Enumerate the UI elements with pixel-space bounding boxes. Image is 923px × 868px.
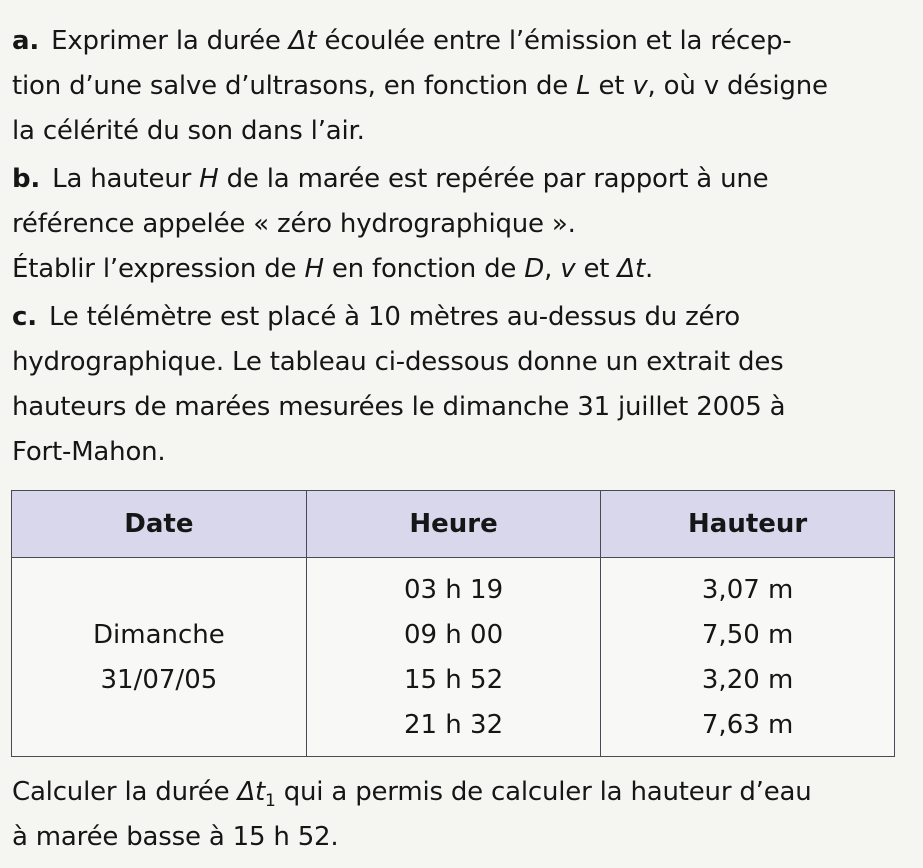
date-cell xyxy=(12,558,307,757)
text-fragment: et xyxy=(590,71,633,101)
question-c-label: c. xyxy=(12,302,37,332)
math-var: H xyxy=(199,164,219,194)
closing-line-1 xyxy=(12,770,907,815)
hauteur-cell xyxy=(601,558,895,757)
question-b-line-2: référence appelée « zéro hydrographique ». xyxy=(12,209,576,239)
math-var: v xyxy=(632,71,648,101)
text-fragment: et xyxy=(575,254,618,284)
question-b-line-3 xyxy=(12,247,907,292)
math-var: H xyxy=(304,254,324,284)
question-a-line-1 xyxy=(12,19,907,64)
text-fragment: La hauteur xyxy=(52,164,200,194)
heure-value: 21 h 32 xyxy=(403,710,504,740)
header-hauteur: Hauteur xyxy=(601,491,895,558)
date-line-day: Dimanche xyxy=(93,620,225,650)
question-a xyxy=(12,19,907,154)
hauteur-value: 7,50 m xyxy=(701,620,794,650)
hauteur-value: 3,07 m xyxy=(701,575,794,605)
hauteur-value: 3,20 m xyxy=(701,665,794,695)
question-b-label: b. xyxy=(12,164,41,194)
header-date: Date xyxy=(12,491,307,558)
text-fragment: de la marée est repérée par rapport à une xyxy=(218,164,769,194)
table-header-row xyxy=(12,491,895,558)
question-c-line-4: Fort-Mahon. xyxy=(12,437,166,467)
question-a-label: a. xyxy=(12,26,40,56)
heure-value: 09 h 00 xyxy=(403,620,504,650)
date-line-date: 31/07/05 xyxy=(100,665,218,695)
heure-value: 15 h 52 xyxy=(403,665,504,695)
text-fragment: , où v désigne xyxy=(647,71,828,101)
text-fragment: Exprimer la durée xyxy=(51,26,289,56)
text-fragment: écoulée entre l’émission et la récep- xyxy=(316,26,792,56)
math-var: Δt xyxy=(237,777,266,807)
question-c-line-3: hauteurs de marées mesurées le dimanche 31 juillet 2005 à xyxy=(12,392,786,422)
heure-cell xyxy=(306,558,600,757)
text-fragment: , xyxy=(544,254,561,284)
question-b-line-1 xyxy=(12,157,907,202)
text-fragment: tion d’une salve d’ultrasons, en fonction de xyxy=(12,71,577,101)
math-var: Δt xyxy=(288,26,317,56)
math-var: Δt xyxy=(617,254,645,284)
math-var: D xyxy=(524,254,545,284)
hauteur-value: 7,63 m xyxy=(701,710,794,740)
question-b xyxy=(12,157,907,292)
header-heure: Heure xyxy=(306,491,600,558)
text-fragment: en fonction de xyxy=(323,254,525,284)
question-a-line-3: la célérité du son dans l’air. xyxy=(12,116,365,146)
math-subscript: 1 xyxy=(265,791,276,811)
question-c xyxy=(12,295,907,475)
question-c-line-2: hydrographique. Le tableau ci-dessous donne un extrait des xyxy=(12,347,784,377)
tide-table xyxy=(11,490,895,757)
table-row xyxy=(12,558,895,757)
text-fragment: qui a permis de calculer la hauteur d’eau xyxy=(275,777,812,807)
question-a-line-2 xyxy=(12,64,907,109)
closing-line-2: à marée basse à 15 h 52. xyxy=(12,822,339,852)
math-var: L xyxy=(576,71,591,101)
heure-value: 03 h 19 xyxy=(403,575,504,605)
text-fragment: Établir l’expression de xyxy=(12,254,305,284)
text-fragment: Le télémètre est placé à 10 mètres au-dessus du zéro xyxy=(48,302,740,332)
math-var: v xyxy=(560,254,576,284)
question-c-line-1 xyxy=(12,295,907,340)
closing-question xyxy=(12,770,907,860)
text-fragment: Calculer la durée xyxy=(12,777,238,807)
text-fragment: . xyxy=(644,254,654,284)
